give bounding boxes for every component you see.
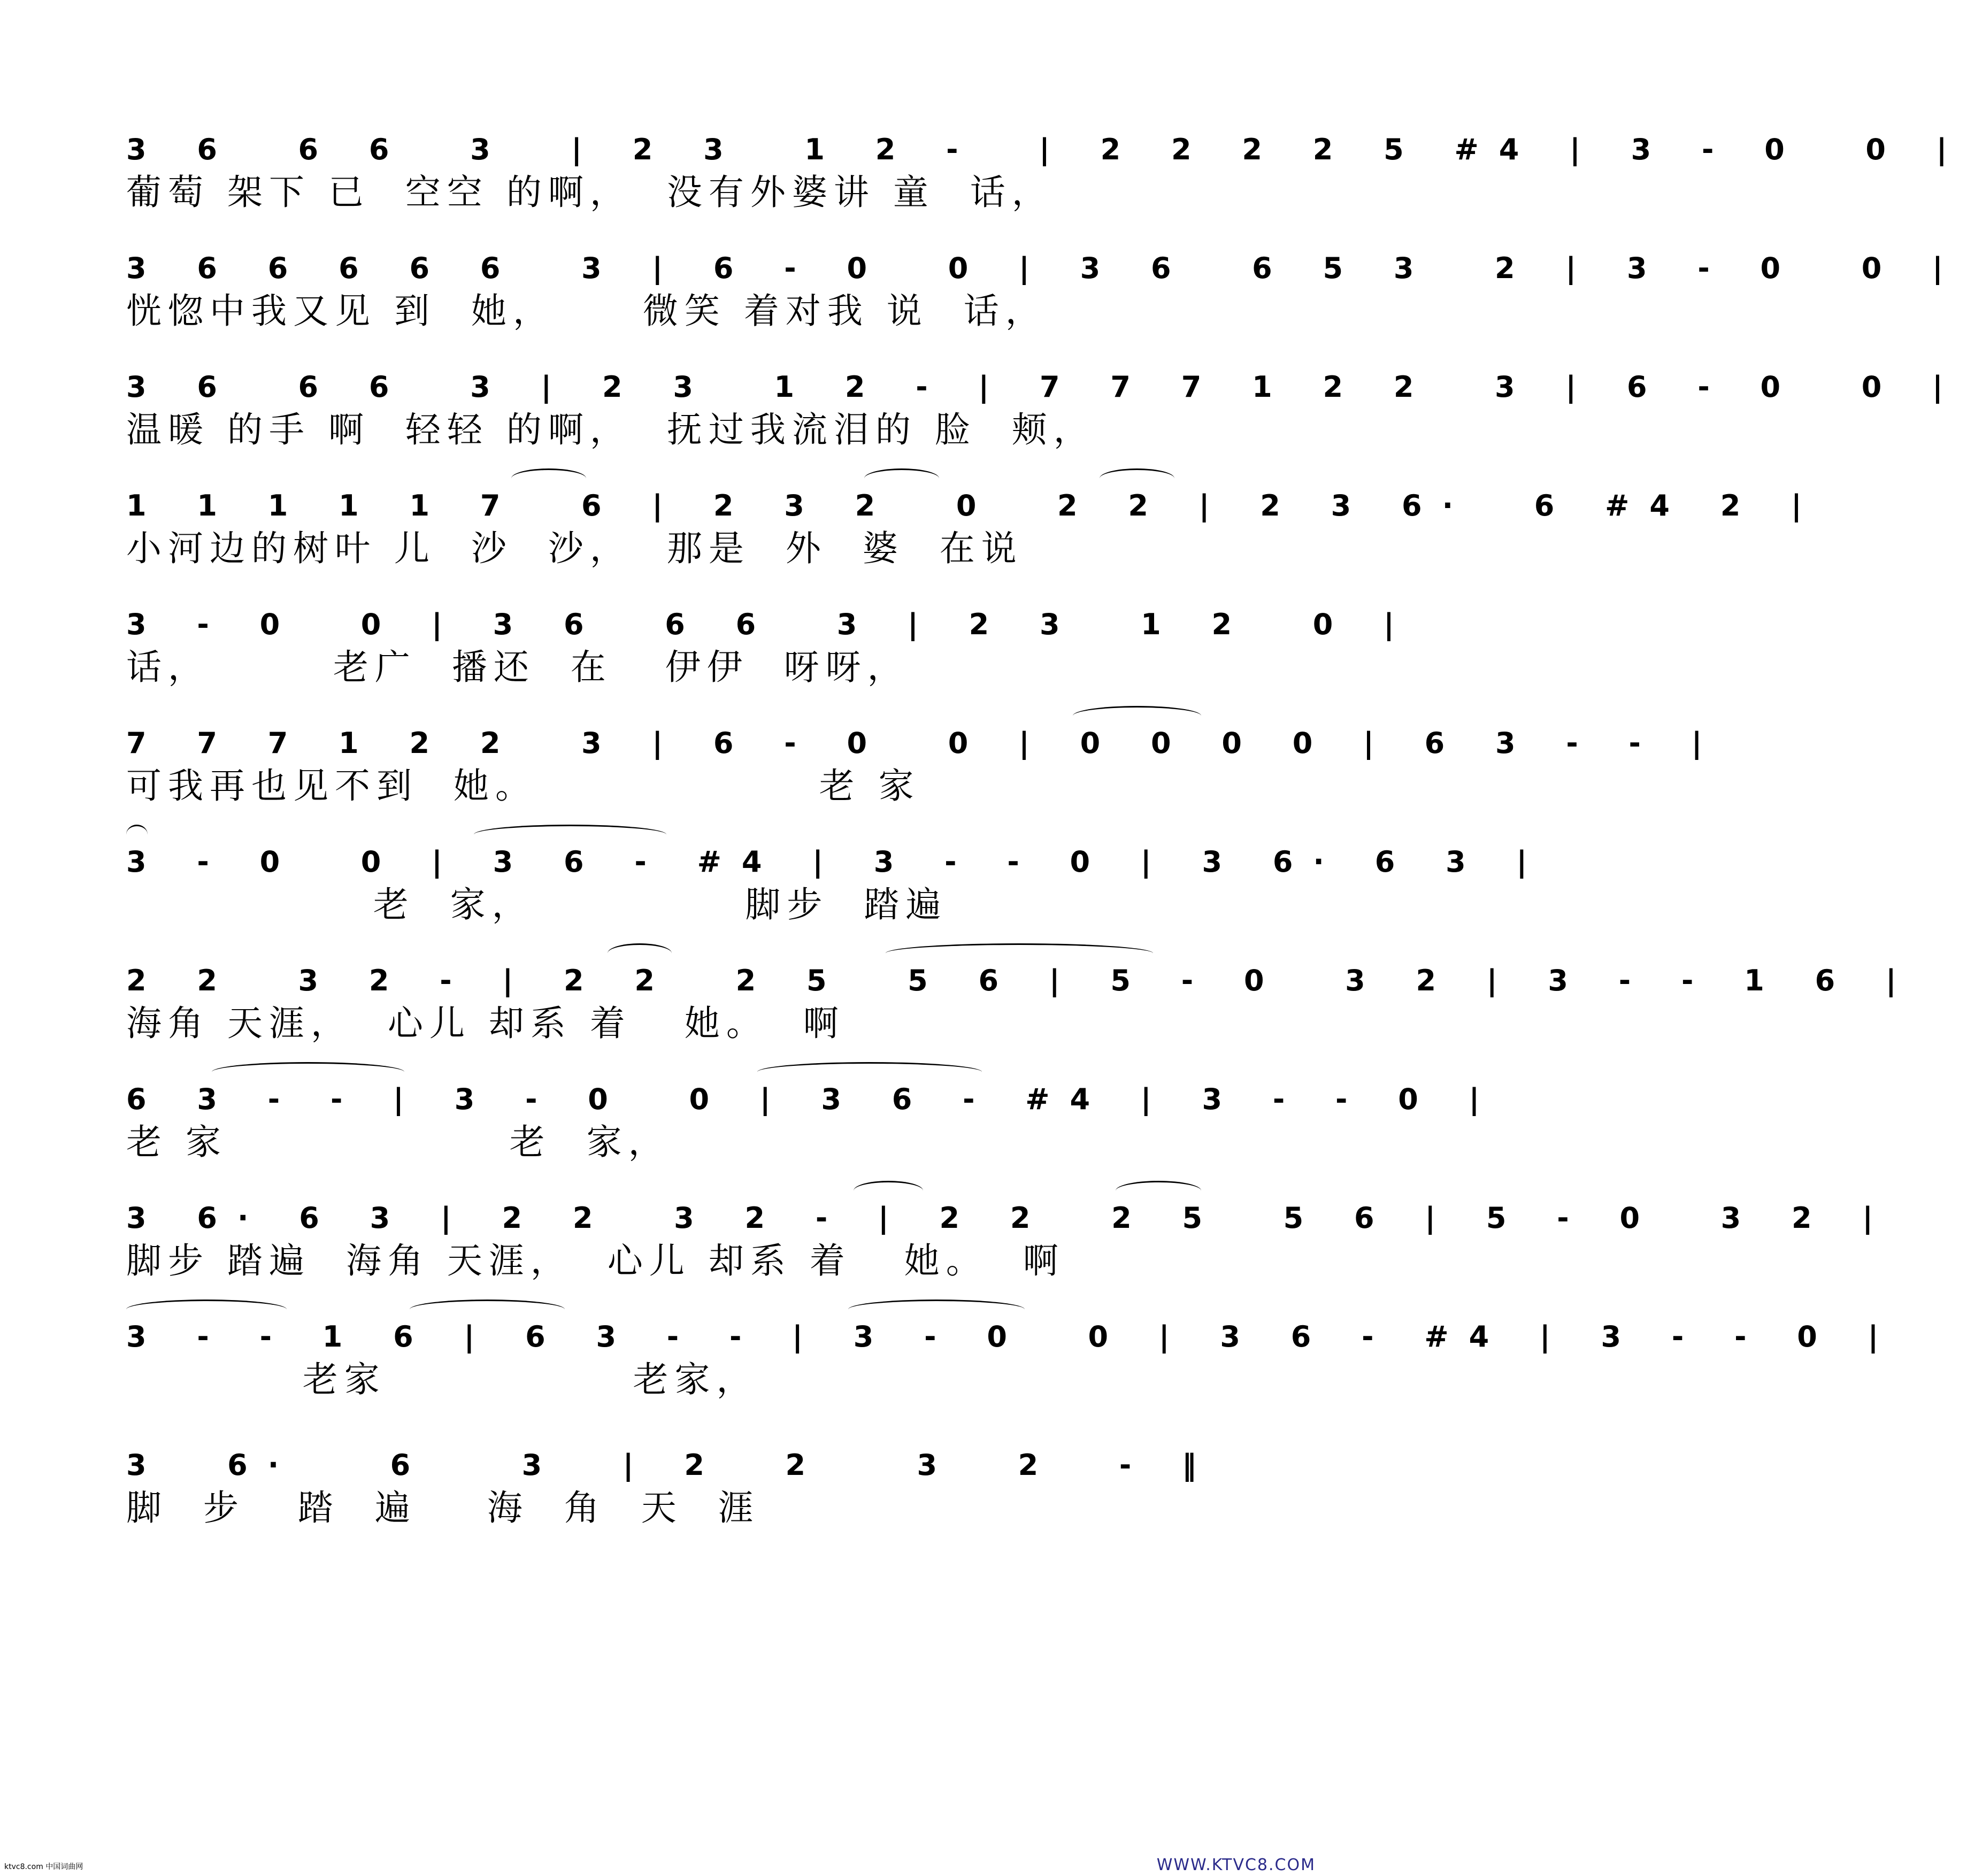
lyrics-line: 老 家 老 家， [126,1121,670,1163]
notes-line: 3 6· 6 3 | 2 2 3 2 - | 2 2 2 5 5 6 | 5 - 0 3 2 | [126,1201,1894,1235]
notes-line: 3 6· 6 3 | 2 2 3 2 - ‖ [126,1448,1217,1482]
lyrics-line: 恍惚中我又见 到 她， 微笑 着对我 说 话， [126,290,1047,332]
system-12 [126,1444,1217,1551]
footer-watermark: WWW.KTVC8.COM [1156,1856,1316,1874]
lyrics-line: 温暖 的手 啊 轻轻 的啊， 抚过我流泪的 脸 颊， [126,409,1095,450]
lyrics-line: 话， 老广 播还 在 伊伊 呀呀， [126,647,909,688]
system-10 [126,1197,1894,1304]
system-11 [126,1316,1899,1423]
notes-line: 3 6 6 6 6 6 3 | 6 - 0 0 | 3 6 6 5 3 2 | 3 - 0 0 | [126,251,1963,285]
notes-line: 3 - 0 0 | 3 6 - #4 | 3 - - 0 | 3 6· 6 3 | [126,845,1548,879]
notes-line: 1 1 1 1 1 7 6 | 2 3 2 0 2 2 | 2 3 6· 6 #4 2 | [126,489,1822,522]
notes-line: 7 7 7 1 2 2 3 | 6 - 0 0 | 0 0 0 0 | 6 3 - - | [126,726,1723,760]
system-5 [126,603,1415,710]
lyrics-line: 可我再也见不到 她。 老 家 [126,765,920,806]
lyrics-line: 小河边的树叶 儿 沙 沙， 那是 外 婆 在说 [126,528,1023,569]
notes-line: 3 6 6 6 3 | 2 3 1 2 - | 2 2 2 2 5 #4 | 3 - 0 0 | [126,133,1967,166]
system-1 [126,128,1967,235]
notes-line: 3 6 6 6 3 | 2 3 1 2 - | 7 7 7 1 2 2 3 | 6 - 0 0 | [126,370,1963,404]
system-8 [126,959,1917,1066]
footer-source-text: ktvc8.com 中国词曲网 [4,1863,83,1871]
system-4 [126,485,1822,591]
lyrics-line: 海角 天涯， 心儿 却系 着 她。 啊 [126,1003,845,1044]
system-2 [126,247,1963,354]
system-6 [126,722,1723,829]
lyrics-line: 脚步 踏遍 海角 天涯， 心儿 却系 着 她。 啊 [126,1240,1065,1281]
lyrics-line: 葡萄 架下 已 空空 的啊， 没有外婆讲 童 话， [126,172,1054,213]
notes-line: 3 - 0 0 | 3 6 6 6 3 | 2 3 1 2 0 | [126,608,1415,641]
system-7 [126,841,1548,948]
system-3 [126,366,1963,473]
system-9 [126,1078,1500,1185]
notes-line: 3 - - 1 6 | 6 3 - - | 3 - 0 0 | 3 6 - #4 | 3 - - 0 | [126,1320,1899,1354]
notes-line: 6 3 - - | 3 - 0 0 | 3 6 - #4 | 3 - - 0 | [126,1082,1500,1116]
lyrics-line: 脚 步 踏 遍 海 角 天 涯 [126,1487,760,1528]
lyrics-line: 老家 老家， [126,1359,758,1400]
lyrics-line: 老 家， 脚步 踏遍 [126,884,948,925]
notes-line: 2 2 3 2 - | 2 2 2 5 5 6 | 5 - 0 3 2 | 3 - - 1 6 | [126,964,1917,997]
